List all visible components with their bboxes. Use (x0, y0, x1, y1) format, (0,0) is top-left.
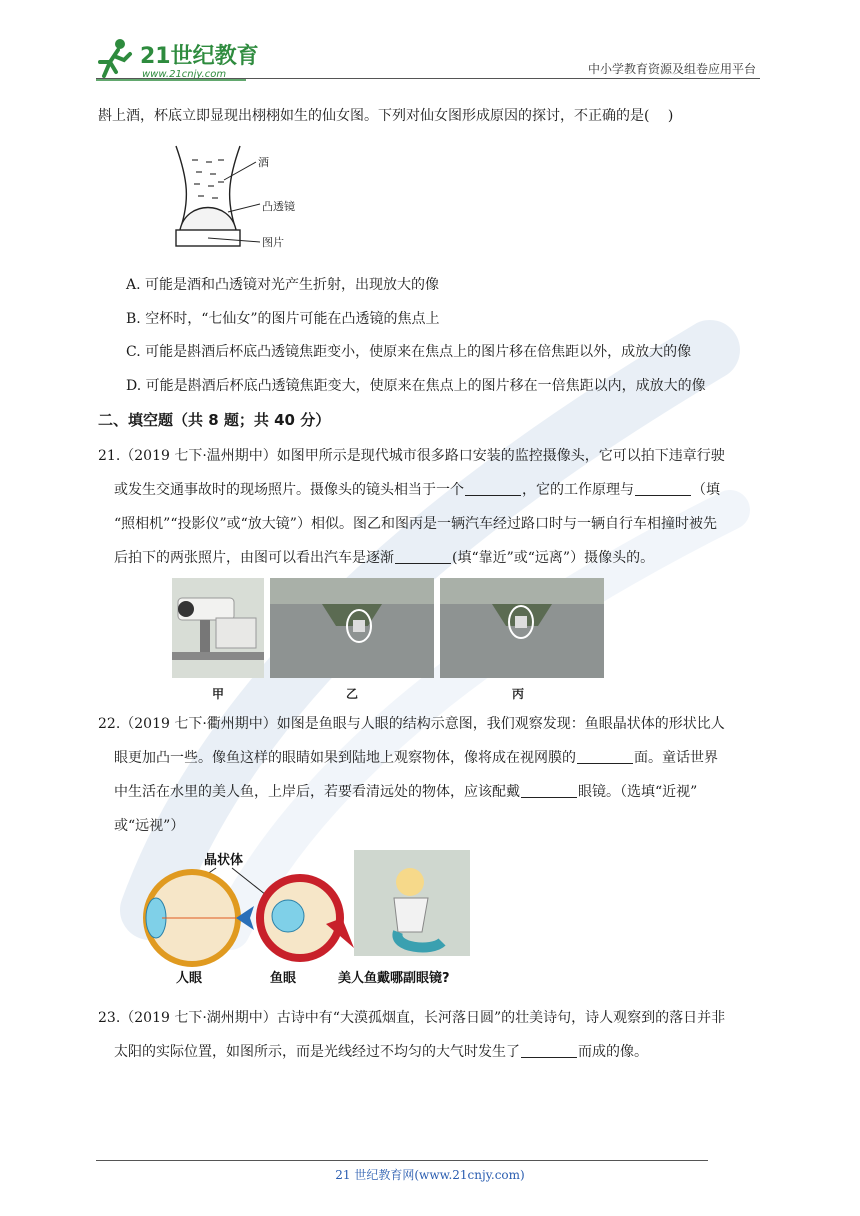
answer-blank (465, 481, 521, 496)
footer-divider (96, 1160, 708, 1161)
q23-line-2 (114, 1042, 648, 1062)
option-a: A. 可能是酒和凸透镜对光产生折射，出现放大的像 (126, 277, 440, 293)
mermaid-picture (354, 850, 470, 956)
answer-blank (635, 481, 691, 496)
photo-yi (270, 578, 434, 678)
q22-line-1: 22.（2019 七下·衢州期中）如图是鱼眼与人眼的结构示意图，我们观察发现：鱼眼晶状体的形状比人 (98, 716, 725, 732)
q22-line-3 (114, 782, 697, 802)
q21-line-4 (114, 548, 654, 568)
q23-line-1: 23.（2019 七下·湖州期中）古诗中有“大漠孤烟直，长河落日圆”的壮美诗句，诗人观察到的落日并非 (98, 1010, 726, 1026)
answer-blank (395, 549, 451, 564)
option-c: C. 可能是斟酒后杯底凸透镜焦距变小，使原来在焦点上的图片移在倍焦距以外，成放大的像 (126, 344, 692, 360)
q22-line-2b: 面。童话世界 (634, 750, 718, 766)
q21-line-4a: 后拍下的两张照片，由图可以看出汽车是逐渐 (114, 550, 394, 566)
header-divider (96, 78, 760, 79)
logo-sub-text: www.21cnjy.com (142, 69, 227, 80)
cup-label-lens: 凸透镜 (262, 200, 295, 213)
q22-line-2 (114, 748, 718, 768)
eye-diagram (142, 848, 482, 988)
q22-line-4: 或“远视”） (114, 818, 185, 834)
header-platform-text: 中小学教育资源及组卷应用平台 (587, 62, 756, 76)
option-d: D. 可能是斟酒后杯底凸透镜焦距变大，使原来在焦点上的图片移在一倍焦距以内，成放大的像 (126, 378, 706, 394)
camera-photos (172, 578, 606, 702)
footer-text: 21 世纪教育网(www.21cnjy.com) (335, 1168, 525, 1182)
fish-eye (260, 878, 354, 958)
q21-line-2a: 或发生交通事故时的现场照片。摄像头的镜头相当于一个 (114, 482, 464, 498)
q21-line-3: “照相机”“投影仪”或“放大镜”）相似。图乙和图丙是一辆汽车经过路口时与一辆自行车相撞时被先 (114, 516, 717, 532)
answer-blank (521, 783, 577, 798)
q22-line-2a: 眼更加凸一些。像鱼这样的眼睛如果到陆地上观察物体，像将成在视网膜的 (114, 750, 576, 766)
cup-diagram (168, 140, 308, 256)
q23-line-2b: 而成的像。 (578, 1044, 648, 1060)
q21-line-1: 21.（2019 七下·温州期中）如图甲所示是现代城市很多路口安装的监控摄像头，它可以拍下违章行驶 (98, 448, 725, 464)
answer-blank (521, 1043, 577, 1058)
label-human-eye: 人眼 (176, 971, 203, 986)
photo-bing (440, 578, 604, 678)
label-lens: 晶状体 (204, 853, 244, 868)
caption-bing: 丙 (512, 687, 525, 701)
option-b: B. 空杯时，“七仙女”的图片可能在凸透镜的焦点上 (126, 311, 440, 327)
runner-icon (100, 39, 130, 76)
q21-line-4b: (填“靠近”或“远离”）摄像头的。 (452, 550, 655, 566)
answer-blank (577, 749, 633, 764)
cup-label-wine: 酒 (258, 156, 269, 169)
site-logo (96, 36, 266, 82)
caption-jia: 甲 (212, 687, 225, 701)
human-eye (146, 872, 254, 964)
section-title: 二、填空题（共 8 题；共 40 分） (98, 411, 331, 429)
q22-line-3b: 眼镜。（选填“近视” (578, 784, 698, 800)
q21-line-2 (114, 480, 720, 500)
label-fish-eye: 鱼眼 (270, 971, 297, 986)
logo-main-text: 21世纪教育 (140, 44, 259, 69)
q21-line-2c: （填 (692, 482, 720, 498)
label-mermaid: 美人鱼戴哪副眼镜? (338, 971, 450, 986)
cup-label-picture: 图片 (262, 236, 284, 249)
q22-line-3a: 中生活在水里的美人鱼，上岸后，若要看清远处的物体，应该配戴 (114, 784, 520, 800)
q21-line-2b: ，它的工作原理与 (522, 482, 634, 498)
photo-jia (172, 578, 264, 678)
q23-line-2a: 太阳的实际位置，如图所示，而是光线经过不均匀的大气时发生了 (114, 1044, 520, 1060)
caption-yi: 乙 (346, 687, 359, 701)
intro-line-1: 斟上酒，杯底立即显现出栩栩如生的仙女图。下列对仙女图形成原因的探讨，不正确的是( ) (98, 108, 674, 124)
